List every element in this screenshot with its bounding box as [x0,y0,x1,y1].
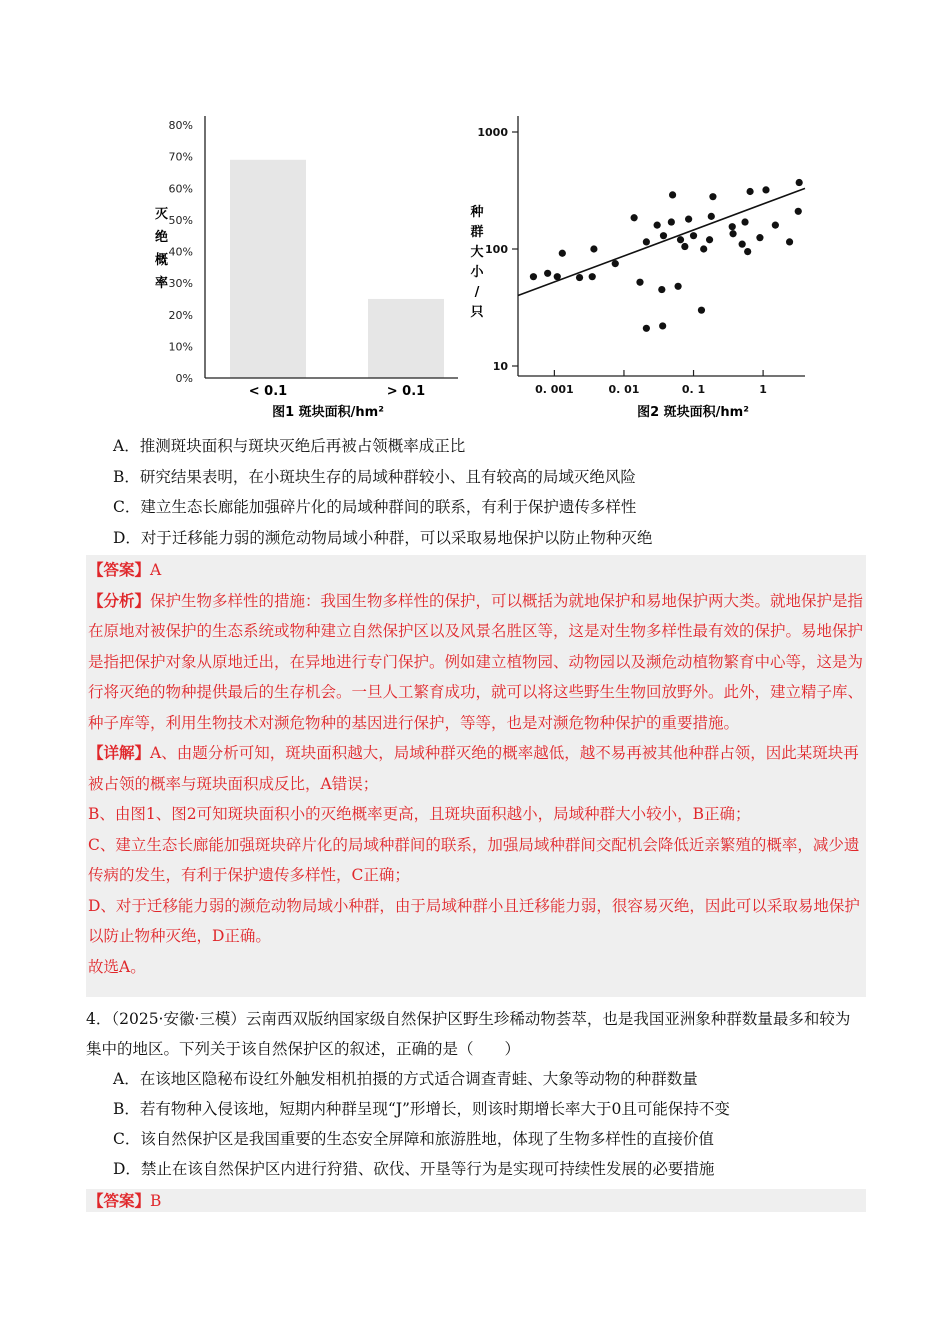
fig1-ytick-label: 10% [168,340,193,354]
fig2-point [668,218,675,225]
fig1-bar [230,160,306,378]
q3-detail-b: B、由图1、图2可知斑块面积小的灭绝概率更高，且斑块面积越小，局域种群大小较小，B正确； [88,805,751,823]
fig2-ylabel-6: 只 [470,305,484,320]
fig2-point [706,236,713,243]
fig1-ytick-label: 20% [168,308,193,322]
fig2-point [741,218,748,225]
figure-1-bar-chart [140,108,820,428]
q3-detail-a [88,738,866,799]
fig1-y-ticks [169,119,193,385]
fig2-point [746,188,753,195]
fig2-point [681,243,688,250]
fig2-xtick-label: 0. 1 [681,383,706,396]
fig2-ylabel-4: 小 [470,265,484,280]
fig1-ylabel-1: 灭 [155,207,169,222]
fig2-point [729,230,736,237]
fig1-bar [368,299,444,378]
fig2-point [576,274,583,281]
figure-area [140,108,820,428]
q4-option-a: A．在该地区隐秘布设红外触发相机拍摄的方式适合调查青蛙、大象等动物的种群数量 [113,1070,698,1088]
fig2-point [612,260,619,267]
fig1-ytick-label: 40% [168,245,193,259]
fig2-point [559,250,566,257]
fig2-point [685,216,692,223]
fig2-point [677,236,684,243]
fig2-point [739,241,746,248]
fig1-ytick-label: 80% [168,119,193,132]
fig1-ytick-label: 60% [168,182,193,196]
fig2-point [660,232,667,239]
fig2-point [772,222,779,229]
fig2-point [659,322,666,329]
q4-option-b: B．若有物种入侵该地，短期内种群呈现“J”形增长，则该时期增长率大于0且可能保持不变 [113,1100,730,1118]
fig2-point [795,208,802,215]
fig1-ytick-label: 50% [168,213,193,227]
q3-analysis-text: 保护生物多样性的措施：我国生物多样性的保护，可以概括为就地保护和易地保护两大类。就地保护是指在原地对被保护的生态系统或物种建立自然保护区以及风景名胜区等，这是对生物多样性最有效的保护。易地保护是指把保护对象从原地迁出，在异地进行专门保护。例如建立植物园、动物园以及濒危动植物繁育中心等，这是为行将灭绝的物种提供最后的生存机会。一旦人工繁育成功，就可以将这些野生生物回放野外。此外，建立精子库、种子库等，利用生物技术对濒危物种的基因进行保护，等等，也是对濒危物种保护的重要措施。 [88,591,864,732]
q4-stem: 4．（2025·安徽·三模）云南西双版纳国家级自然保护区野生珍稀动物荟萃，也是我国亚洲象种群数量最多和较为集中的地区。下列关于该自然保护区的叙述，正确的是（ ） [86,1010,851,1058]
q3-option-c: C．建立生态长廊能加强碎片化的局域种群间的联系，有利于保护遗传多样性 [113,498,637,516]
q4-option-c: C．该自然保护区是我国重要的生态安全屏障和旅游胜地，体现了生物多样性的直接价值 [113,1130,714,1148]
fig1-group [155,116,458,420]
fig2-point [658,286,665,293]
fig2-ylabel-3: 大 [470,245,484,260]
fig1-xtick-2: > 0.1 [386,384,426,399]
q3-detail-a-text: A、由题分析可知，斑块面积越大，局域种群灭绝的概率越低，越不易再被其他种群占领，因此某斑块再被占领的概率与斑块面积成反比，A错误； [88,744,859,793]
fig2-point [756,234,763,241]
fig2-point [786,238,793,245]
q4-block [86,1004,864,1184]
q3-analysis-tag: 【分析】 [88,590,151,610]
q4-answer-block [86,1189,866,1212]
fig2-point [708,213,715,220]
fig2-ytick-label: 10 [492,360,508,373]
fig2-point [554,273,561,280]
q3-answer-value: A [150,561,162,579]
fig2-point [698,307,705,314]
fig2-ylabel-1: 种 [470,205,484,220]
q3-answer-line [88,555,866,586]
q3-answer-tag: 【答案】 [88,560,151,579]
q4-answer-tag: 【答案】 [88,1191,151,1210]
fig2-xtick-label: 0. 001 [535,383,574,396]
q3-option-b: B．研究结果表明，在小斑块生存的局域种群较小、且有较高的局域灭绝风险 [113,468,636,486]
q3-detail-d: D、对于迁移能力弱的濒危动物局域小种群，由于局域种群小且迁移能力弱，很容易灭绝，因此可以采取易地保护以防止物种灭绝，D正确。 [88,896,860,945]
fig2-point [590,245,597,252]
fig2-axis-ticks [474,126,767,396]
fig2-group [469,116,805,420]
fig1-ylabel-3: 概 [155,253,169,268]
q3-detail-c: C、建立生态长廊能加强斑块碎片化的局域种群间的联系，加强局域种群间交配机会降低近亲繁殖的概率，减少遗传病的发生，有利于保护遗传多样性，C正确； [88,835,860,884]
q3-conclusion: 故选A。 [88,957,146,976]
fig2-point [690,232,697,239]
q3-detail-tag: 【详解】 [88,743,151,762]
fig1-xtick-1: < 0.1 [248,384,288,399]
fig2-point [796,179,803,186]
fig1-ytick-label: 30% [168,277,193,291]
fig2-xtick-label: 0. 01 [608,383,640,396]
q4-answer-value: B [150,1192,162,1210]
fig1-bars [230,160,444,378]
fig2-caption: 图2 斑块面积/hm² [637,405,749,420]
q3-analysis [88,586,866,739]
fig2-point [654,222,661,229]
fig2-point [700,245,707,252]
fig2-point [729,223,736,230]
fig1-ytick-label: 0% [175,372,193,385]
fig2-point [631,214,638,221]
fig1-caption: 图1 斑块面积/hm² [272,405,384,420]
fig2-ytick-label: 1000 [477,126,508,139]
fig2-point [744,248,751,255]
fig2-point [643,238,650,245]
fig2-point [636,279,643,286]
fig2-trend-line [518,188,805,295]
fig2-point [674,283,681,290]
fig2-point [589,273,596,280]
fig2-point [669,191,676,198]
fig2-xtick-label: 1 [759,383,767,396]
fig1-ylabel-2: 绝 [155,230,169,245]
fig2-ylabel-5: / [474,285,480,300]
q3-option-d: D．对于迁移能力弱的濒危动物局域小种群，可以采取易地保护以防止物种灭绝 [113,529,653,547]
q4-option-d: D．禁止在该自然保护区内进行狩猎、砍伐、开垦等行为是实现可持续性发展的必要措施 [113,1160,715,1178]
fig2-point [762,186,769,193]
fig2-point [544,270,551,277]
fig2-point [530,273,537,280]
fig1-ylabel-4: 率 [155,276,169,291]
fig2-point [709,193,716,200]
fig1-ytick-label: 70% [168,150,193,164]
q3-option-a: A．推测斑块面积与斑块灭绝后再被占领概率成正比 [113,437,466,455]
fig2-ylabel-2: 群 [470,225,484,240]
fig2-ytick-label: 100 [485,243,508,256]
fig2-points [530,179,803,332]
q3-answer-block [86,555,866,997]
fig2-point [643,325,650,332]
